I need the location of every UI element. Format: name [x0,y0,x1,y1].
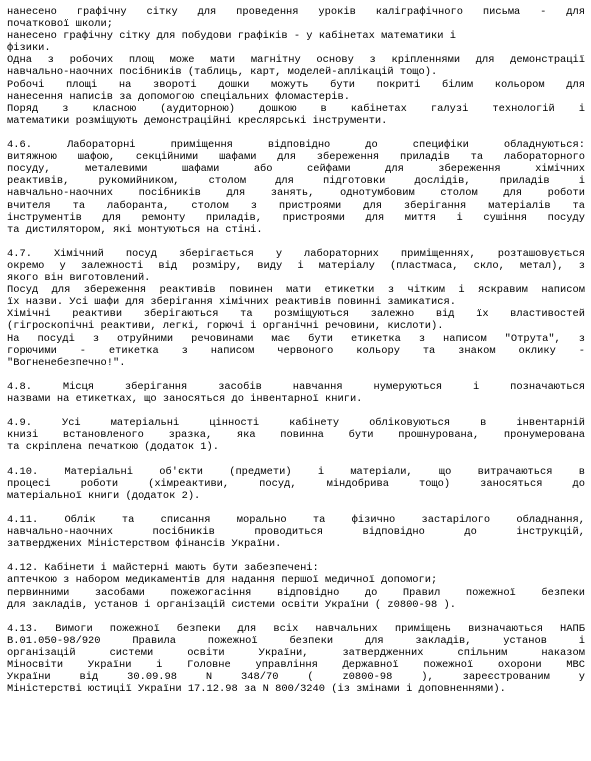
text-line: Поряд з класною (аудиторною) дошкою в кабінетах галузі технологій і [7,102,585,115]
paragraph [7,623,585,696]
text-line: інструментів для ремонту приладів, пристроями для миття і сушіння посуду [7,211,585,224]
text-line: 4.12. Кабінети і майстерні мають бути забезпечені: [7,562,319,575]
text-line: матеріальної книги (додаток 2). [7,489,201,502]
text-line: назвами на етикетках, що заносяться до інвентарної книги. [7,393,363,405]
text-line: навчально-наочних посібників (таблиць, карт, моделей-аплікацій тощо). [7,66,438,79]
text-line: В.01.050-98/920 Правила пожежної безпеки для закладів, установ і [7,634,585,647]
text-line: затверджених Міністерством фінансів України. [7,538,282,551]
paragraph [7,466,585,502]
text-line: фізики. [7,42,51,55]
text-line: (гігроскопічні реактиви, легкі, горючі і органічні речовини, кислоти). [7,320,444,333]
text-line: процесі роботи (хімреактиви, посуд, міндобрива тощо) заносяться до [7,477,585,490]
text-line: та скріплена печаткою (додаток 1). [7,441,220,454]
text-line: Міносвіти України і Головне управління Державної пожежної охорони МВС [7,659,585,672]
paragraph-gap [7,453,585,465]
text-line: посуду, металевими шафами або сейфами для збереження хімічних [7,163,585,176]
text-line: України від 30.09.98 N 348/70 ( z0800-98 ), зареєстрованим у [7,671,585,684]
text-line: нанесено графічну сітку для проведення уроків каліграфічного письма - для [7,6,585,18]
paragraph [7,562,585,610]
text-line: 4.7. Хімічний посуд зберігається у лабораторних приміщеннях, розташовується [7,247,585,260]
paragraph [7,417,585,453]
paragraph-gap [7,236,585,248]
text-line: нанесено графічну сітку для побудови графіків - у кабінетах математики і [7,30,456,43]
text-line: нанесення написів за допомогою спеціальних фломастерів. [7,90,350,103]
text-line: навчально-наочних посібників проводиться відповідно до інструкцій, [7,526,585,539]
text-line: 4.9. Усі матеріальні цінності кабінету обліковуються в інвентарній [7,417,585,430]
document-page [7,6,585,695]
text-line: 4.6. Лабораторні приміщення відповідно до специфіки обладнуються: [7,139,585,152]
text-line: Одна з робочих площ може мати магнітну основу з кріпленнями для демонстрації [7,54,585,67]
paragraph-gap [7,369,585,381]
paragraph [7,514,585,550]
text-line: якого він виготовлений. [7,272,151,285]
text-line: витяжною шафою, секційними шафами для збереження приладів та лабораторного [7,151,585,164]
text-line: реактивів, рукомийником, столом для підготовки дослідів, приладів і [7,175,585,188]
paragraph [7,248,585,369]
text-line: організацій системи освіти України, затвердженних спільним наказом [7,646,585,659]
text-line: "Вогненебезпечно!". [7,356,126,369]
paragraph [7,139,585,236]
text-line: початкової школи; [7,18,114,31]
text-line: 4.13. Вимоги пожежної безпеки для всіх навчальних приміщень визначаються НАПБ [7,622,585,635]
text-line: Хімічні реактиви зберігаються та розміщуються залежно від їх властивостей [7,308,585,321]
text-line: математики розміщують демонстраційні креслярські інструменти. [7,114,388,127]
text-line: їх назви. Усі шафи для зберігання хімічних реактивів повинні замикатися. [7,296,456,309]
paragraph-gap [7,127,585,139]
paragraph [7,6,585,127]
text-line: для закладів, установ і організацій системи освіти України ( z0800-98 ). [7,598,456,611]
text-line: горючими - етикетка з написом червоного кольору та знаком оклику - [7,344,585,357]
text-line: та дистилятором, які монтуються на стіні. [7,223,263,236]
text-line: Посуд для збереження реактивів повинен мати етикетки з чітким і яскравим написом [7,284,585,297]
text-line: окремо у залежності від розміру, виду і матеріалу (пластмаса, скло, метал), з [7,259,585,272]
paragraph-gap [7,502,585,514]
text-line: книзі встановленого зразка, яка повинна бути прошнурована, пронумерована [7,429,585,442]
paragraph-gap [7,405,585,417]
text-line: первинними засобами пожежогасіння відповідно до Правил пожежної безпеки [7,586,585,599]
text-line: Робочі площі на звороті дошки можуть бути покриті білим кольором для [7,78,585,91]
paragraph-gap [7,611,585,623]
text-line: 4.8. Місця зберігання засобів навчання нумеруються і позначаються [7,380,585,393]
text-line: аптечкою з набором медикаментів для надання першої медичної допомоги; [7,574,438,587]
paragraph-gap [7,550,585,562]
text-line: На посуді з отруйними речовинами має бути етикетка з написом "Отрута", з [7,332,585,345]
text-line: Міністерстві юстиції України 17.12.98 за N 800/3240 (із змінами і доповненнями). [7,683,506,696]
text-line: навчально-наочних посібників для занять, однотумбовим столом для роботи [7,187,585,200]
paragraph [7,381,585,405]
text-line: 4.10. Матеріальні об'єкти (предмети) і матеріали, що витрачаються в [7,465,585,478]
text-line: вчителя та лаборанта, столом з пристроями для зберігання матеріалів та [7,199,585,212]
text-line: 4.11. Облік та списання морально та фізично застарілого обладнання, [7,513,585,526]
